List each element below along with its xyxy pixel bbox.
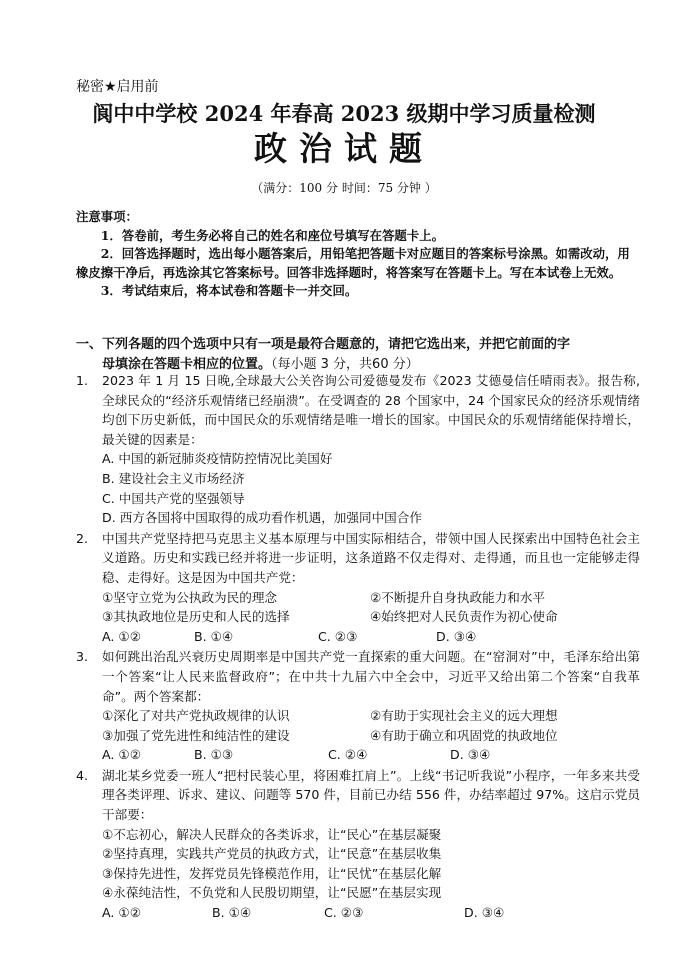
notice-block — [76, 208, 636, 301]
question-stem: 中国共产党坚持把马克思主义基本原理与中国实际相结合，带领中国人民探索出中国特色社会主义道路。历史和实践已经并将进一步证明，这条道路不仅走得对、走得通，而且也一定能够走得稳、走得好。这是因为中国共产党： — [102, 530, 640, 585]
notice-item-1: 1．答卷前，考生务必将自己的姓名和座位号填写在答题卡上。 — [100, 227, 444, 243]
statement-3: ③其执政地位是历史和人民的选择 — [102, 609, 290, 625]
question-number: 2. — [76, 530, 89, 546]
statement-1: ①不忘初心，解决人民群众的各类诉求，让“民心”在基层凝聚 — [102, 826, 442, 842]
choice-d: D. ③④ — [464, 905, 505, 921]
question-number: 1. — [76, 373, 89, 388]
choice-c: C. ②④ — [328, 747, 368, 763]
statement-row — [102, 706, 640, 726]
exam-title: 阆中中学校 2024 年春高 2023 级期中学习质量检测 — [92, 101, 596, 126]
question-stem: 如何跳出治乱兴衰历史周期率是中国共产党一直探索的重大问题。在“窑洞对”中，毛泽东给出第一个答案“让人民来监督政府”；在中共十九届六中全会中，习近平又给出第二个答案“自我革命”。两个答案都： — [102, 649, 640, 704]
statement-4: ④永葆纯洁性，不负党和人民殷切期望，让“民愿”在基层实现 — [102, 885, 442, 901]
notice-heading: 注意事项： — [76, 209, 138, 224]
option-b: B. 建设社会主义市场经济 — [102, 470, 245, 486]
question-2 — [76, 529, 640, 647]
statement-2: ②不断提升自身执政能力和水平 — [370, 589, 546, 605]
section-heading-line2: 母填涂在答题卡相应的位置。 — [102, 357, 272, 372]
section-heading-line1: 一、下列各题的四个选项中只有一项是最符合题意的，请把它选出来，并把它前面的字 — [76, 337, 571, 352]
choice-b: B. ①③ — [194, 747, 234, 763]
option-d: D. 西方各国将中国取得的成功看作机遇，加强同中国合作 — [102, 510, 422, 526]
choice-b: B. ①④ — [212, 905, 252, 921]
statement-1: ①深化了对共产党执政规律的认识 — [102, 708, 290, 724]
choice-c: C. ②③ — [318, 628, 358, 644]
choice-row — [102, 627, 640, 647]
statement-4: ④始终把对人民负责作为初心使命 — [370, 609, 558, 625]
exam-subject: 政治试题 — [254, 129, 434, 168]
choice-a: A. ①② — [102, 747, 141, 763]
question-3 — [76, 647, 640, 765]
statement-3: ③保持先进性，发挥党员先锋模范作用，让“民忧”在基层化解 — [102, 865, 442, 881]
exam-info: （满分：100 分 时间：75 分钟 ） — [251, 181, 437, 195]
statement-2: ②坚持真理，实践共产党员的执政方式，让“民意”在基层收集 — [102, 846, 442, 862]
notice-item-3: 3．考试结束后，将本试卷和答题卡一并交回。 — [100, 283, 358, 298]
question-number: 3. — [76, 649, 89, 665]
question-4 — [76, 766, 640, 923]
option-c: C. 中国共产党的坚强领导 — [102, 490, 245, 506]
question-1 — [76, 371, 640, 528]
statement-row — [102, 726, 640, 746]
secret-label: 秘密★启用前 — [76, 79, 159, 95]
statement-row — [102, 588, 640, 608]
choice-a: A. ①② — [102, 905, 141, 921]
question-number: 4. — [76, 767, 89, 783]
choice-a: A. ①② — [102, 628, 141, 644]
choice-d: D. ③④ — [436, 628, 477, 644]
choice-d: D. ③④ — [450, 747, 491, 763]
section-score-note: （每小题 3 分，共60 分） — [271, 357, 419, 372]
choice-row — [102, 745, 640, 765]
statement-4: ④有助于确立和巩固党的执政地位 — [370, 727, 558, 743]
section-heading — [76, 335, 636, 375]
statement-row — [102, 607, 640, 627]
question-stem: 湖北某乡党委一班人“把村民装心里，将困难扛肩上”。上线“书记听我说”小程序，一年多来共受理各类评理、诉求、建议、问题等 570 件，目前已办结 556 件，办结率超过 97%。这启示党员干部要： — [102, 767, 640, 823]
option-a: A. 中国的新冠肺炎疫情防控情况比美国好 — [102, 451, 333, 467]
choice-b: B. ①④ — [194, 628, 234, 644]
question-stem: 2023 年 1 月 15 日晚,全球最大公关咨询公司爱德曼发布《2023 艾德曼信任晴雨表》。报告称,全球民众的“经济乐观情绪已经崩溃”。在受调查的 28 个国家中，24 个国家民众的经济乐观情绪均创下历史新低，而中国民众的乐观情绪是唯一增长的国家。中国民众的乐观情绪能保持增长，最关键的因素是： — [102, 373, 640, 447]
choice-c: C. ②③ — [324, 905, 364, 921]
notice-item-2: 2．回答选择题时，选出每小题答案后，用铅笔把答题卡对应题目的答案标号涂黑。如需改动，用橡皮擦干净后，再选涂其它答案标号。回答非选择题时，将答案写在答题卡上。写在本试卷上无效。 — [76, 246, 630, 280]
statement-3: ③加强了党先进性和纯洁性的建设 — [102, 727, 290, 743]
statement-1: ①坚守立党为公执政为民的理念 — [102, 589, 278, 605]
question-list — [76, 371, 640, 923]
choice-row — [102, 903, 640, 923]
statement-2: ②有助于实现社会主义的远大理想 — [370, 708, 558, 724]
